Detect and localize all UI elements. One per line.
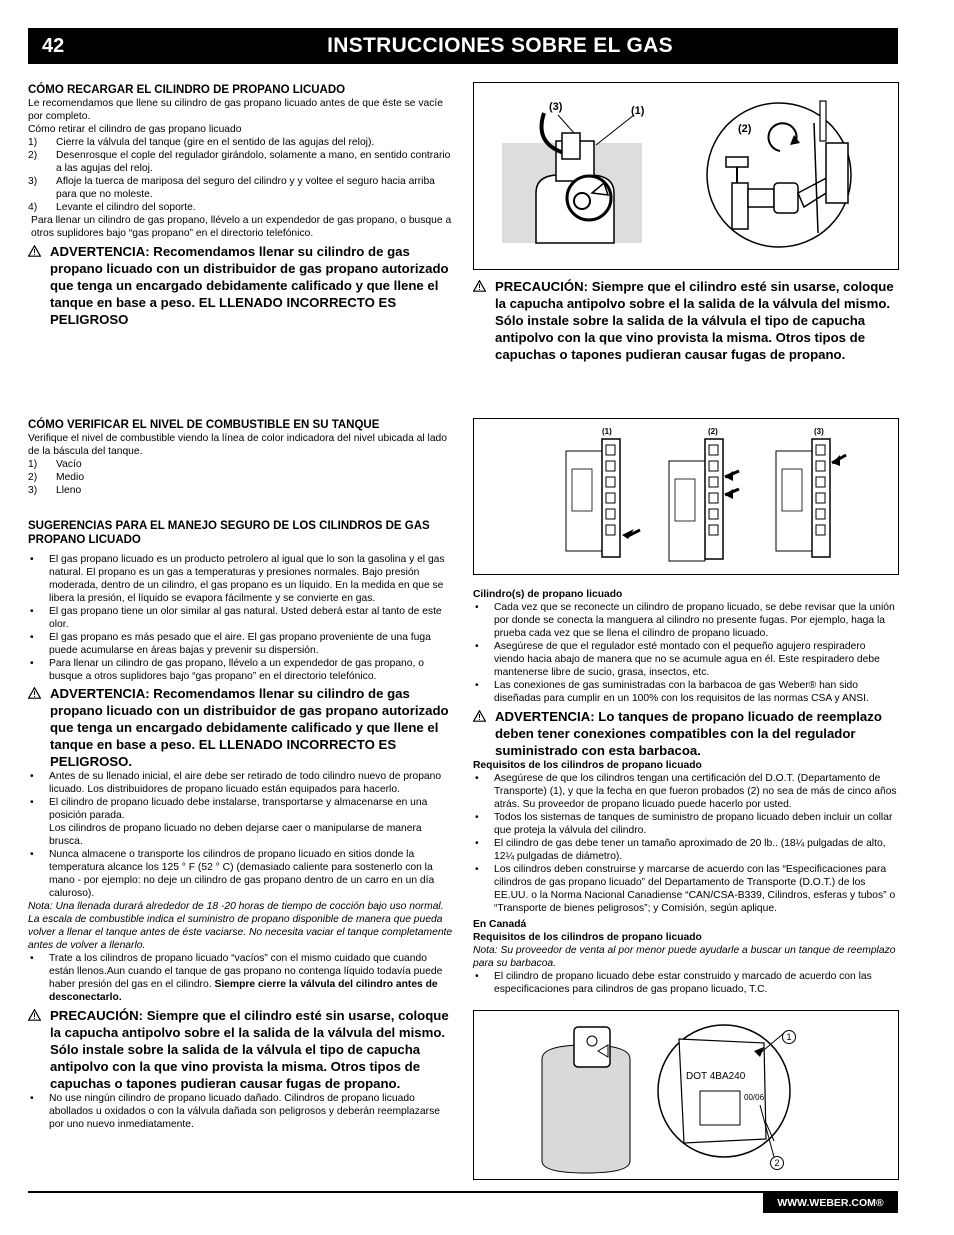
refill-fill-text: Para llenar un cilindro de gas propano, llévelo a un expendedor de gas propano, o busque a otros suplidores bajo “gas propano” en el directorio telefónico. xyxy=(31,215,452,239)
level-section xyxy=(28,418,454,497)
list-item: 3) Lleno xyxy=(28,485,82,496)
refill-steps xyxy=(28,136,454,214)
requirements-heading: Requisitos de los cilindros de propano licuado xyxy=(473,760,702,771)
safety-section xyxy=(28,519,454,1131)
list-item: • Para llenar un cilindro de gas propano, llévelo a un expendedor de gas propano, o busque a otros suplidores bajo “gas propano” en el directorio telefónico. xyxy=(28,657,454,683)
list-item: • El gas propano tiene un olor similar al gas natural. Usted deberá estar al tanto de este olor. xyxy=(28,605,454,631)
cylinders-warning: ADVERTENCIA: Lo tanques de propano licuado de reemplazo deben tener conexiones compatibles con la del regulador suministrado con esta barbacoa. xyxy=(473,708,897,759)
gauge-label-full: (3) xyxy=(814,427,824,436)
refill-intro: Le recomendamos que llene su cilindro de gas propano licuado antes de que éste se vacíe por completo. xyxy=(28,98,444,122)
list-item: • Cada vez que se reconecte un cilindro de propano licuado, se debe revisar que la unión por donde se conecta la manguera al cilindro no presente fugas. Por ejemplo, haga la prueba cada vez que se llena el cilindro de propano licuado. xyxy=(473,601,897,640)
website-link[interactable]: WWW.WEBER.COM® xyxy=(763,1193,898,1213)
safety-warning: ADVERTENCIA: Recomendamos llenar su cilindro de gas propano licuado con un distribuidor de gas propano autorizado que tenga un encargado debidamente calificado y que llene el tanque en base a peso. EL LLENADO INCORRECTO ES PELIGROSO. xyxy=(28,685,454,770)
list-item: • Trate a los cilindros de propano licuado “vacíos” con el mismo cuidado que cuando están llenos.Aun cuando el tanque de gas propano no contenga líquido todavía puede haber presión del gas en el cilindro. Siempre cierre la válvula del cilindro antes de desconectarlo. xyxy=(28,952,454,1004)
cylinders-bullets xyxy=(473,601,897,705)
safety-bullets xyxy=(28,553,454,683)
canada-heading: En Canadá xyxy=(473,919,527,930)
refill-section xyxy=(28,83,454,328)
refill-heading: CÓMO RECARGAR EL CILINDRO DE PROPANO LICUADO xyxy=(28,84,346,96)
safety-bullets-4 xyxy=(28,1092,454,1131)
callout-2: (2) xyxy=(738,123,752,135)
list-item: • El gas propano licuado es un producto petrolero al igual que lo son la gasolina y el gas natural. El propano es un gas a temperaturas y presiones normales. Bajo presión moderada, dentro de un cilindro, el gas propano es un líquido. En la medida en que se libera la presión, el líquido se evapora fácilmente y se convierte en gas. xyxy=(28,553,454,605)
cylinder-illustration xyxy=(474,1011,898,1179)
list-item: 2) Medio xyxy=(28,472,85,483)
cylinders-section xyxy=(473,588,897,996)
safety-note: Nota: Una llenada durará alrededor de 18 -20 horas de tiempo de cocción bajo uso normal. La escala de combustible indica el suministro de propano disponible de manera que pueda volver a llenar el tanque antes de éste vaciarse. No necesita vaciar el tanque completamente antes de volver a llenarlo. xyxy=(28,901,453,951)
safety-heading: SUGERENCIAS PARA EL MANEJO SEGURO DE LOS CILINDROS DE GAS PROPANO LICUADO xyxy=(28,520,430,546)
gauge-label-empty: (1) xyxy=(602,427,612,436)
list-item: • Las conexiones de gas suministradas con la barbacoa de gas Weber® han sido diseñadas para cumplir en un 100% con los requisitos de las normas CSA y ANSI. xyxy=(473,679,897,705)
valve-regulator-figure xyxy=(473,82,899,270)
warning-triangle-icon xyxy=(28,243,50,260)
safety-bullets-2 xyxy=(28,770,454,900)
warning-triangle-icon xyxy=(473,278,495,295)
level-items xyxy=(28,458,454,497)
page-header xyxy=(28,28,898,64)
fuel-gauge-figure xyxy=(473,418,899,575)
caution-right: PRECAUCIÓN: Siempre que el cilindro esté sin usarse, coloque la capucha antipolvo sobre el la salida de la válvula del mismo. Sólo instale sobre la salida de la válvula el tipo de capucha antipolvo con la que vino provista la misma. Otros tipos de capuchas o tapones pudieran causar fugas de propano. xyxy=(473,278,897,363)
warning-triangle-icon xyxy=(473,708,495,725)
canada-requirements-heading: Requisitos de los cilindros de propano licuado xyxy=(473,932,702,943)
list-item: • No use ningún cilindro de propano licuado dañado. Cilindros de propano licuado abollados u oxidados o con la válvula dañada son peligrosos y deberán reemplazarse por uno nuevo inmediatamente. xyxy=(28,1092,454,1131)
safety-bullets-3 xyxy=(28,952,454,1004)
list-item: • El cilindro de propano licuado debe estar construido y marcado de acuerdo con las especificaciones para cilindros de gas propano licuado, T.C. xyxy=(473,970,897,996)
list-item: • Asegúrese de que los cilindros tengan una certificación del D.O.T. (Departamento de Transporte) (1), y que la fecha en que fueron probados (2) no sea de más de cinco años atrás. Su proveedor de propano licuado puede hacerlo por usted. xyxy=(473,772,897,811)
list-item: • Todos los sistemas de tanques de suministro de propano licuado deben incluir un collar que proteja la válvula del cilindro. xyxy=(473,811,897,837)
level-heading: CÓMO VERIFICAR EL NIVEL DE COMBUSTIBLE EN SU TANQUE xyxy=(28,419,380,431)
list-item: • El cilindro de propano licuado debe instalarse, transportarse y almacenarse en una posición parada. Los cilindros de propano licuado no deben dejarse caer o manipularse de manera brusca. xyxy=(28,796,454,848)
page-number: 42 xyxy=(42,34,65,57)
list-item: • Los cilindros deben construirse y marcarse de acuerdo con las “Especificaciones para cilindros de gas propano licuado” del Departamento de Transporte (D.O.T.) de los EE.UU. o la Norma Nacional Canadiense “CAN/CSA-B339, Cilindros, esferas y tubos” o “Transporte de bienes peligrosos”; y Comisión, según aplique. xyxy=(473,863,897,915)
list-item: • Antes de su llenado inicial, el aire debe ser retirado de todo cilindro nuevo de propano licuado. Los distribuidores de propano licuado están equipados para hacerlo. xyxy=(28,770,454,796)
callout-2: 2 xyxy=(770,1156,784,1170)
valve-regulator-illustration xyxy=(474,83,898,269)
callout-1: 1 xyxy=(782,1030,796,1044)
page-title: INSTRUCCIONES SOBRE EL GAS xyxy=(327,34,673,57)
canada-note: Nota: Su proveedor de venta al por menor puede ayudarle a buscar un tanque de reemplazo para su barbacoa. xyxy=(473,945,896,969)
safety-caution: PRECAUCIÓN: Siempre que el cilindro esté sin usarse, coloque la capucha antipolvo sobre el la salida de la válvula del mismo. Sólo instale sobre la salida de la válvula el tipo de capucha antipolvo con la que vino provista la misma. Otros tipos de capuchas o tapones pudieran causar fugas de propano. xyxy=(28,1007,454,1092)
refill-how-to-remove: Cómo retirar el cilindro de gas propano licuado xyxy=(28,124,242,135)
dot-label: DOT 4BA240 xyxy=(686,1071,746,1082)
list-item: 2) Desenrosque el cople del regulador girándolo, solamente a mano, en sentido contrario a las agujas del reloj. xyxy=(28,150,451,174)
requirements-bullets xyxy=(473,772,897,915)
callout-3: (3) xyxy=(549,101,563,113)
date-label: 00/06 xyxy=(744,1093,765,1102)
canada-bullets xyxy=(473,970,897,996)
list-item: 1) Cierre la válvula del tanque (gire en el sentido de las agujas del reloj). xyxy=(28,137,375,148)
dot-marking-figure xyxy=(473,1010,899,1180)
gauge-label-half: (2) xyxy=(708,427,718,436)
list-item: 4) Levante el cilindro del soporte. xyxy=(28,202,196,213)
list-item: • Nunca almacene o transporte los cilindros de propano licuado en sitios donde la temperatura alcance los 125 ° F (52 ° C) (demasiado caliente para sostenerlo con la mano - por ejemplo: no deje un cilindro de gas propano dentro de un carro en un día caluroso). xyxy=(28,848,454,900)
warning-triangle-icon xyxy=(28,1007,50,1024)
caution-right-section xyxy=(473,278,897,363)
list-item: 3) Afloje la tuerca de mariposa del seguro del cilindro y y voltee el seguro hacia arriba para que no moleste. xyxy=(28,176,435,200)
cylinders-heading: Cilindro(s) de propano licuado xyxy=(473,589,623,600)
fuel-gauge-illustration xyxy=(474,419,898,574)
refill-warning: ADVERTENCIA: Recomendamos llenar su cilindro de gas propano licuado con un distribuidor de gas propano autorizado que tenga un encargado debidamente calificado y que llene el tanque en base a peso. EL LLENADO INCORRECTO ES PELIGROSO xyxy=(28,243,454,328)
list-item: • El cilindro de gas debe tener un tamaño aproximado de 20 lb.. (18¼ pulgadas de alto, 12¼ pulgadas de diámetro). xyxy=(473,837,897,863)
list-item: 1) Vacío xyxy=(28,459,82,470)
callout-1: (1) xyxy=(631,105,645,117)
list-item: • El gas propano es más pesado que el aire. El gas propano proveniente de una fuga puede acumularse en áreas bajas y prevenir su dispersión. xyxy=(28,631,454,657)
level-intro: Verifique el nivel de combustible viendo la línea de color indicadora del nivel ubicada al lado de la báscula del tanque. xyxy=(28,433,448,457)
warning-triangle-icon xyxy=(28,685,50,702)
list-item: • Asegúrese de que el regulador esté montado con el pequeño agujero respiradero viendo hacia abajo de manera que no se acumule agua en él. Este respiradero debe mantenerse libre de sucio, grasa, insectos, etc. xyxy=(473,640,897,679)
